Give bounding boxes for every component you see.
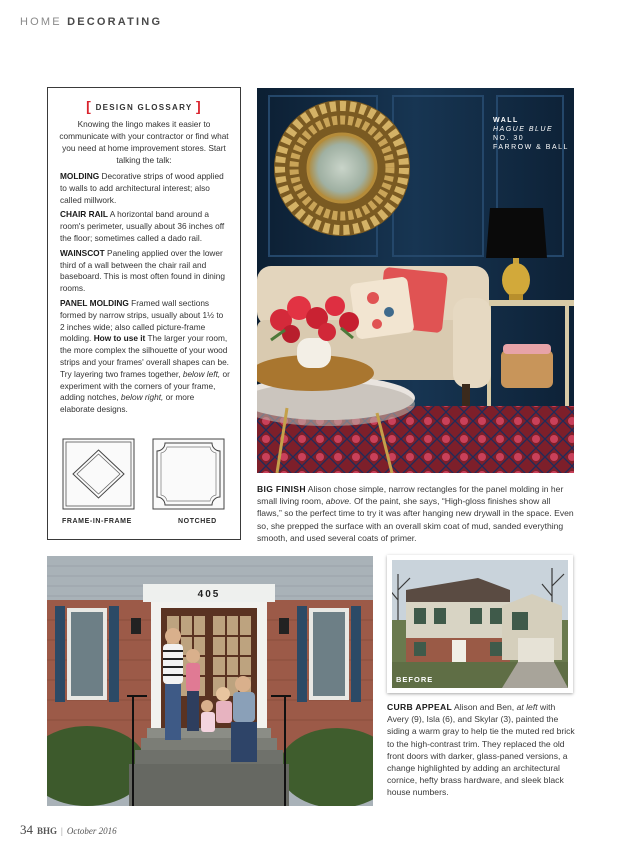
magazine-name: BHG: [37, 826, 58, 836]
term-name: PANEL MOLDING: [60, 297, 129, 308]
design-glossary-box: [47, 87, 241, 540]
before-photo-frame: [387, 555, 573, 693]
molding-diagrams: [60, 438, 230, 533]
notched-caption: NOTCHED: [178, 518, 217, 525]
caption-text: Alison chose simple, narrow rectangles for the panel molding in her small living room,: [257, 484, 564, 507]
footer-separator: |: [61, 826, 63, 836]
term-name: WAINSCOT: [60, 247, 105, 258]
house-number: 405: [197, 589, 221, 600]
caption-reference: at left: [516, 702, 538, 712]
term-definition: Paneling applied over the lower third of a wall between the chair rail and baseboard. This is most often found in dining rooms.: [60, 247, 225, 294]
figure-reference: below left,: [182, 368, 221, 379]
section-label-light: HOME: [20, 16, 62, 28]
term-definition: Decorative strips of wood applied to walls to add architectural interest; also called millwork.: [60, 171, 224, 205]
big-finish-caption: [257, 483, 574, 544]
term-name: MOLDING: [60, 171, 100, 181]
figure-reference: below right,: [120, 392, 164, 403]
caption-lead: BIG FINISH: [257, 484, 306, 494]
house-exterior-illustration: [47, 556, 373, 806]
curb-appeal-caption: [387, 701, 575, 799]
sunburst-mirror: [274, 100, 410, 236]
before-label: BEFORE: [396, 675, 434, 684]
caption-reference: above.: [325, 496, 352, 507]
glossary-term-chair-rail: [60, 209, 230, 244]
paint-brand: FARROW & BALL: [493, 144, 569, 151]
glossary-term-wainscot: [60, 248, 230, 295]
glossary-title-text: DESIGN GLOSSARY: [95, 103, 193, 112]
caption-text: with Avery (9), Isla (6), and Skylar (3), painted the siding a warm gray to help tie the muted red brick to the high-contrast trim. They replaced the old front doors with darker, glass-paned versions, a change highlighted by adding an architectural cornice, hefty brass hardware, and sleek black house numbers.: [387, 702, 575, 798]
section-label: [20, 16, 162, 28]
glossary-term-molding: [60, 171, 230, 206]
term-name: CHAIR RAIL: [60, 209, 108, 220]
section-label-bold: DECORATING: [67, 16, 163, 28]
caption-text: Alison and Ben,: [453, 702, 515, 712]
before-house-illustration: [392, 560, 568, 688]
before-photo: [392, 560, 568, 688]
glossary-bracket-close: ]: [195, 98, 202, 114]
paint-color-label: [493, 116, 569, 152]
how-to-text: or experiment with the corners of your frame, adding notches,: [60, 368, 230, 403]
glossary-intro: Knowing the lingo makes it easier to communicate with your contractor or find what you need at home improvement stores. Start talking the talk:: [59, 119, 229, 165]
frame-in-frame-diagram: [62, 438, 135, 510]
notched-frame-diagram: [152, 438, 225, 510]
issue-date: October 2016: [66, 826, 117, 836]
glossary-bracket-open: [: [86, 98, 93, 114]
term-definition: Framed wall sections formed by narrow strips, usually about 1½ to 2 inches wide; also called picture-frame molding.: [60, 297, 224, 344]
glossary-terms: [48, 166, 240, 416]
frame-in-frame-caption: FRAME-IN-FRAME: [62, 518, 132, 525]
term-definition: A horizontal band around a room's perimeter, usually about 36 inches off the floor; sometimes called a dado rail.: [60, 209, 225, 243]
caption-text: Of the paint, she says, “High-gloss finishes show all flaws,” so the perfect time to try it was after hanging new drywall in the space. Even so, she prepped the surface with an overall skim coat of mud, sanded everything smooth, and used several coats of primer.: [257, 496, 574, 543]
page-footer: [20, 821, 117, 839]
left-window: [55, 606, 119, 702]
glossary-term-panel-molding: [60, 298, 230, 416]
caption-lead: CURB APPEAL: [387, 702, 453, 712]
how-to-text: The larger your room, the more complex the silhouette of your wood strips and your frames' overall shapes can be. Try layering two frames together,: [60, 333, 229, 379]
page-number: 34: [20, 822, 33, 837]
paint-name: HAGUE BLUE: [493, 126, 554, 133]
paint-number: NO. 30: [493, 135, 525, 142]
how-to-text: or more elaborate designs.: [60, 392, 195, 415]
glossary-title: [48, 98, 240, 114]
house-exterior-photo: [47, 556, 373, 806]
right-window: [297, 606, 361, 702]
how-to-label: How to use it: [93, 333, 146, 344]
wall-label-heading: WALL: [493, 117, 519, 124]
